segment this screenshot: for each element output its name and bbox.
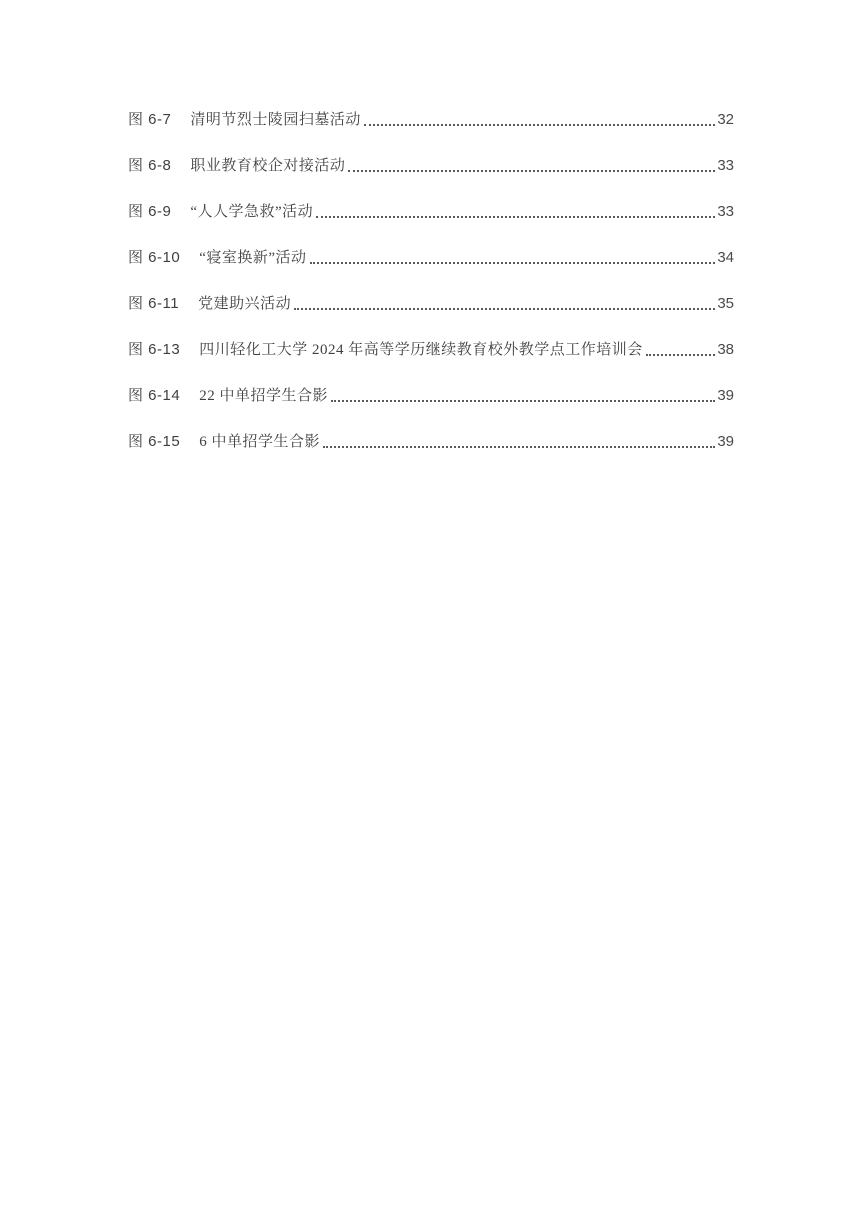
toc-entry[interactable] xyxy=(128,154,734,176)
figure-number-label: 图 6-15 xyxy=(128,433,181,450)
figure-title: “人人学急救”活动 xyxy=(190,204,314,220)
page-number: 39 xyxy=(717,433,734,450)
toc-entry[interactable] xyxy=(128,430,734,452)
list-of-figures xyxy=(128,108,734,476)
toc-entry[interactable] xyxy=(128,338,734,360)
dot-leader xyxy=(294,308,715,310)
toc-entry[interactable] xyxy=(128,246,734,268)
dot-leader xyxy=(348,170,715,172)
dot-leader xyxy=(331,400,715,402)
page-number: 33 xyxy=(717,157,734,174)
dot-leader xyxy=(646,354,716,356)
dot-leader xyxy=(364,124,715,126)
figure-number-label: 图 6-8 xyxy=(128,157,172,174)
dot-leader xyxy=(310,262,716,264)
figure-title: 党建助兴活动 xyxy=(198,296,292,312)
page-number: 34 xyxy=(717,249,734,266)
page-number: 38 xyxy=(717,341,734,358)
toc-entry[interactable] xyxy=(128,384,734,406)
figure-title: “寝室换新”活动 xyxy=(199,250,307,266)
page-number: 33 xyxy=(717,203,734,220)
figure-number-label: 图 6-13 xyxy=(128,341,181,358)
page-number: 35 xyxy=(717,295,734,312)
dot-leader xyxy=(316,216,715,218)
figure-number-label: 图 6-11 xyxy=(128,295,180,312)
figure-number-label: 图 6-14 xyxy=(128,387,181,404)
figure-number-label: 图 6-7 xyxy=(128,111,172,128)
page-number: 39 xyxy=(717,387,734,404)
figure-title: 22 中单招学生合影 xyxy=(199,388,328,404)
figure-title: 6 中单招学生合影 xyxy=(199,434,320,450)
toc-entry[interactable] xyxy=(128,292,734,314)
figure-number-label: 图 6-10 xyxy=(128,249,181,266)
figure-title: 职业教育校企对接活动 xyxy=(190,158,346,174)
page-number: 32 xyxy=(717,111,734,128)
toc-entry[interactable] xyxy=(128,200,734,222)
figure-number-label: 图 6-9 xyxy=(128,203,172,220)
toc-entry[interactable] xyxy=(128,108,734,130)
figure-title: 四川轻化工大学 2024 年高等学历继续教育校外教学点工作培训会 xyxy=(199,342,643,358)
dot-leader xyxy=(323,446,715,448)
figure-title: 清明节烈士陵园扫墓活动 xyxy=(190,112,361,128)
